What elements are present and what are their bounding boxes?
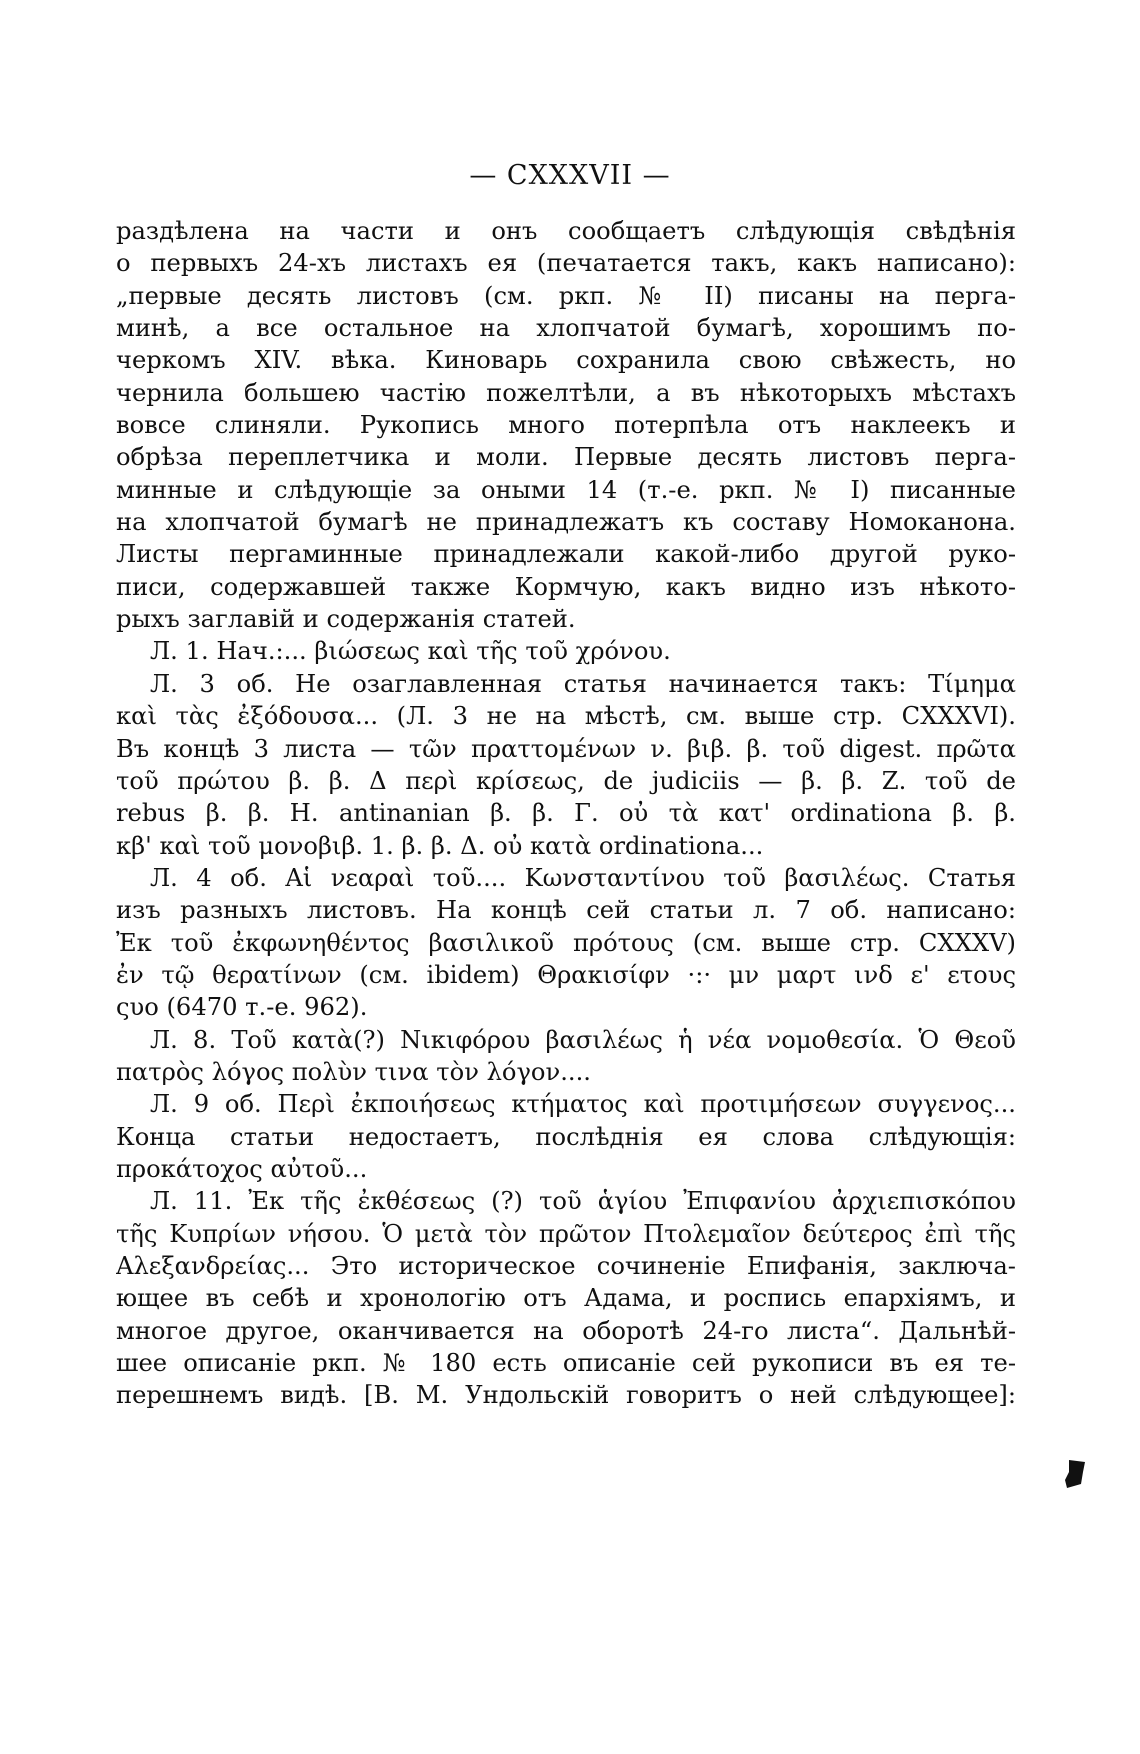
body-text	[116, 215, 1016, 1412]
text-line: изъ разныхъ листовъ. На концѣ сей статьи л. 7 об. написано:	[116, 896, 1016, 925]
text-line: Л. 9 об. Περὶ ἐκποιήσεως κτήματος καὶ προτιμήσεων συγγενος...	[150, 1090, 1016, 1119]
text-line: перешнемъ видѣ. [В. М. Ундольскій говоритъ о ней слѣдующее]:	[116, 1381, 1016, 1410]
text-line: вовсе слиняли. Рукопись много потерпѣла отъ наклеекъ и	[116, 411, 1016, 440]
text-line: ющее въ себѣ и хронологію отъ Адама, и роспись епархіямъ, и	[116, 1284, 1016, 1313]
text-line: Въ концѣ 3 листа — τῶν πραττομένων ν. βιβ. β. τοῦ digest. πρῶτα	[116, 734, 1016, 763]
text-line: писи, содержавшей также Кормчую, какъ видно изъ нѣкото-	[116, 572, 1016, 601]
text-line: рыхъ заглавій и содержанія статей.	[116, 605, 576, 634]
text-line: Л. 1. Нач.:... βιώσεως καὶ τῆς τοῦ χρόνου.	[150, 637, 671, 666]
text-line: Листы пергаминные принадлежали какой-либо другой руко-	[116, 540, 1016, 569]
text-line: о первыхъ 24-хъ листахъ ея (печатается такъ, какъ написано):	[116, 249, 1016, 278]
text-line: раздѣлена на части и онъ сообщаетъ слѣдующія свѣдѣнія	[116, 217, 1016, 245]
text-line: Л. 4 об. Αἱ νεαραὶ τοῦ.... Κωνσταντίνου τοῦ βασιλέως. Статья	[150, 863, 1016, 892]
text-line: rebus β. β. Η. antinanian β. β. Γ. οὐ τὰ κατ' ordinationa β. β.	[116, 799, 1016, 828]
text-line: πατρὸς λόγος πολὺν τινα τὸν λόγον....	[116, 1057, 591, 1086]
text-line: κβ' καὶ τοῦ μονοβιβ. 1. β. β. Δ. οὐ κατὰ ordinationa...	[116, 831, 764, 860]
text-line: шее описаніе ркп. № 180 есть описаніе сей рукописи въ ея те-	[116, 1349, 1016, 1378]
text-line: Конца статьи недостаетъ, послѣднія ея слова слѣдующія:	[116, 1122, 1016, 1151]
text-line: τοῦ πρώτου β. β. Δ περὶ κρίσεως, de judiciis — β. β. Ζ. τοῦ de	[116, 766, 1016, 795]
text-line: προκάτοχος αὐτοῦ...	[116, 1154, 368, 1183]
text-line: ςυο (6470 т.-е. 962).	[116, 993, 368, 1022]
text-line: черкомъ XIV. вѣка. Киноварь сохранила свою свѣжесть, но	[116, 346, 1016, 375]
text-line: „первые десять листовъ (см. ркп. № II) писаны на перга-	[116, 281, 1016, 310]
text-line: Αλεξανδρείας... Это историческое сочиненіе Епифанія, заключа-	[116, 1252, 1016, 1280]
text-line: минные и слѣдующіе за оными 14 (т.-е. ркп. № I) писанные	[116, 475, 1016, 504]
text-line: Ἐκ τοῦ ἐκφωνηθέντος βασιλικοῦ πρότους (см. выше стр. CXXXV)	[116, 928, 1016, 957]
page-number-header: — CXXXVII —	[469, 160, 671, 191]
text-line: ἐν τῷ θερατίνων (см. ibidem) Θρακισίφν ·:· μν μαρτ ινδ ε' ετους	[116, 960, 1016, 989]
text-line: Л. 3 об. Не озаглавленная статья начинается такъ: Τίμημα	[150, 669, 1016, 698]
text-line: многое другое, оканчивается на оборотѣ 24-го листа“. Дальнѣй-	[116, 1316, 1016, 1345]
text-line: Л. 8. Τοῦ κατὰ(?) Νικιφόρου βασιλέως ἡ νέα νομοθεσία. Ὁ Θεοῦ	[150, 1025, 1016, 1054]
text-line: чернила большею частію пожелтѣли, а въ нѣкоторыхъ мѣстахъ	[116, 378, 1016, 407]
text-line: минѣ, а все остальное на хлопчатой бумагѣ, хорошимъ по-	[116, 314, 1016, 343]
ink-blot-icon	[1063, 1458, 1089, 1490]
text-line: καὶ τὰς ἐξόδουσα... (Л. 3 не на мѣстѣ, см. выше стр. CXXXVI).	[116, 702, 1016, 731]
text-line: Л. 11. Ἐκ τῆς ἐκθέσεως (?) τοῦ ἁγίου Ἐπιφανίου ἀρχιεπισκόπου	[150, 1187, 1016, 1216]
text-line: τῆς Κυπρίων νήσου. Ὁ μετὰ τὸν πρῶτον Πτολεμαῖον δεύτερος ἐπὶ τῆς	[116, 1219, 1016, 1248]
text-line: на хлопчатой бумагѣ не принадлежатъ къ составу Номоканона.	[116, 508, 1016, 537]
text-line: обрѣза переплетчика и моли. Первые десять листовъ перга-	[116, 443, 1016, 472]
